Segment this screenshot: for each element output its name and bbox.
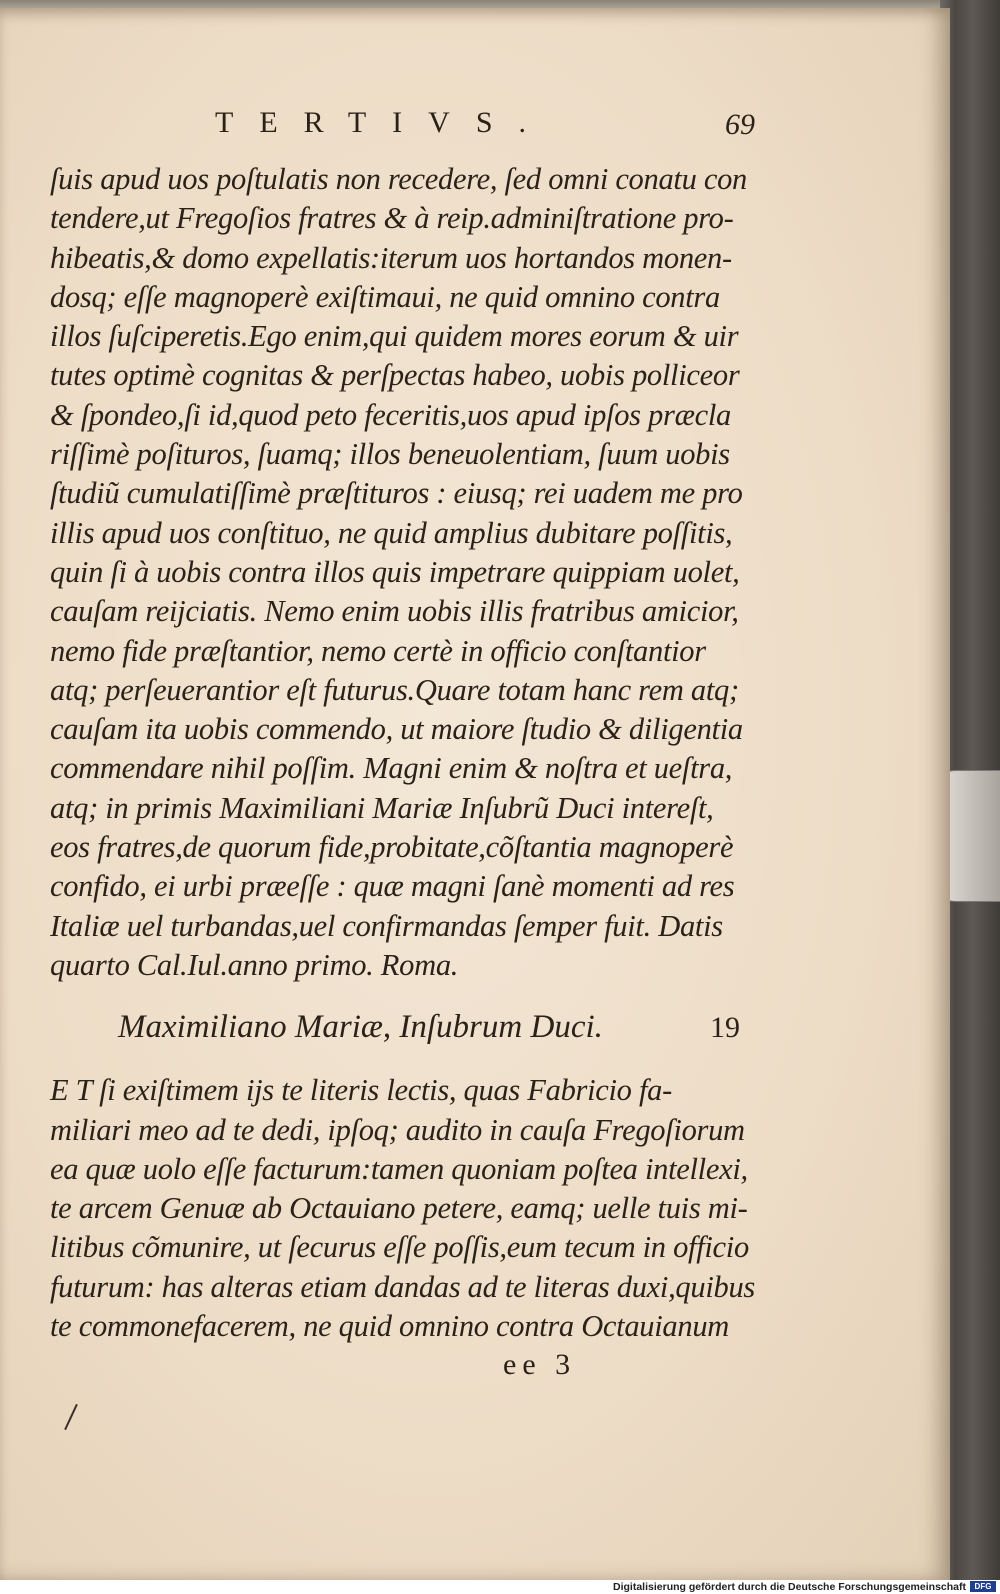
text-line: E T ſi exiſtimem ijs te literis lectis, quas Fabricio fa- — [50, 1073, 672, 1108]
text-line: Italiæ uel turbandas,uel confirmandas ſemper fuit. Datis — [50, 908, 723, 943]
text-line: litibus cõmunire, ut ſecurus eſſe poſſis,eum tecum in officio — [50, 1230, 749, 1265]
text-line: quin ſi à uobis contra illos quis impetrare quippiam uolet, — [50, 554, 740, 589]
text-line: confido, ei urbi præeſſe : quæ magni ſanè momenti ad res — [50, 869, 735, 904]
dfg-logo: DFG — [970, 1581, 996, 1592]
letter-heading: Maximiliano Mariæ, Inſubrum Duci. — [118, 1009, 603, 1046]
text-line: ea quæ uolo eſſe facturum:tamen quoniam poſtea intellexi, — [50, 1151, 748, 1186]
text-line: quarto Cal.Iul.anno primo. Roma. — [50, 947, 459, 982]
text-line: atq; perſeuerantior eſt futurus.Quare totam hanc rem atq; — [50, 672, 739, 707]
text-line: dosq; eſſe magnoperè exiſtimaui, ne quid omnino contra — [50, 279, 720, 314]
text-line: miliari meo ad te dedi, ipſoq; audito in cauſa Fregoſiorum — [50, 1112, 745, 1147]
text-line: illis apud uos conſtituo, ne quid amplius dubitare poſſitis, — [50, 515, 733, 550]
page-header — [50, 106, 755, 148]
text-line: eos fratres,de quorum fide,probitate,cõſtantia magnoperè — [50, 830, 734, 865]
text-line: hibeatis,& domo expellatis:iterum uos hortandos monen- — [50, 240, 732, 275]
text-line: riſſimè poſituros, ſuamq; illos beneuolentiam, ſuum uobis — [50, 437, 730, 472]
text-line: nemo fide præſtantior, nemo certè in officio conſtantior — [50, 633, 706, 668]
funding-credit: Digitalisierung gefördert durch die Deutsche Forschungsgemeinschaft — [613, 1581, 966, 1593]
text-line: cauſam reijciatis. Nemo enim uobis illis fratribus amicior, — [50, 594, 739, 629]
text-line: cauſam ita uobis commendo, ut maiore ſtudio & diligentia — [50, 712, 743, 747]
letter-number: 19 — [710, 1011, 740, 1045]
text-line: futurum: has alteras etiam dandas ad te literas duxi,quibus — [50, 1269, 755, 1304]
letter-2-heading-row — [50, 1003, 750, 1061]
signature-mark: ee 3 — [503, 1348, 577, 1381]
running-title: TERTIVS. — [215, 106, 553, 139]
letter-2-body — [50, 1071, 755, 1346]
letter-1-body — [50, 160, 750, 985]
text-line: & ſpondeo,ſi id,quod peto feceritis,uos apud ipſos præcla — [50, 397, 731, 432]
text-line: illos ſuſciperetis.Ego enim,qui quidem mores eorum & uir — [50, 319, 739, 354]
text-line: atq; in primis Maximiliani Mariæ Inſubrũ Duci intereſt, — [50, 790, 714, 825]
text-line: commendare nihil poſſim. Magni enim & noſtra et ueſtra, — [50, 751, 733, 786]
text-line: ſtudiũ cumulatiſſimè præſtituros : eiusq; rei uadem me pro — [50, 476, 743, 511]
page-text-block — [50, 106, 755, 1346]
bleed-through-mark — [55, 1353, 175, 1367]
text-line: te arcem Genuæ ab Octauiano petere, eamq; uelle tuis mi- — [50, 1191, 748, 1226]
footer-bar — [0, 1580, 1000, 1594]
text-line: te commonefacerem, ne quid omnino contra Octauianum — [50, 1309, 729, 1344]
pen-mark — [64, 1404, 78, 1430]
text-line: tutes optimè cognitas & perſpectas habeo, uobis polliceor — [50, 358, 740, 393]
text-line: tendere,ut Fregoſios fratres & à reip.adminiſtratione pro- — [50, 201, 734, 236]
book-page — [0, 8, 950, 1580]
text-line: ſuis apud uos poſtulatis non recedere, ſed omni conatu con — [50, 162, 747, 196]
page-number: 69 — [725, 108, 755, 141]
